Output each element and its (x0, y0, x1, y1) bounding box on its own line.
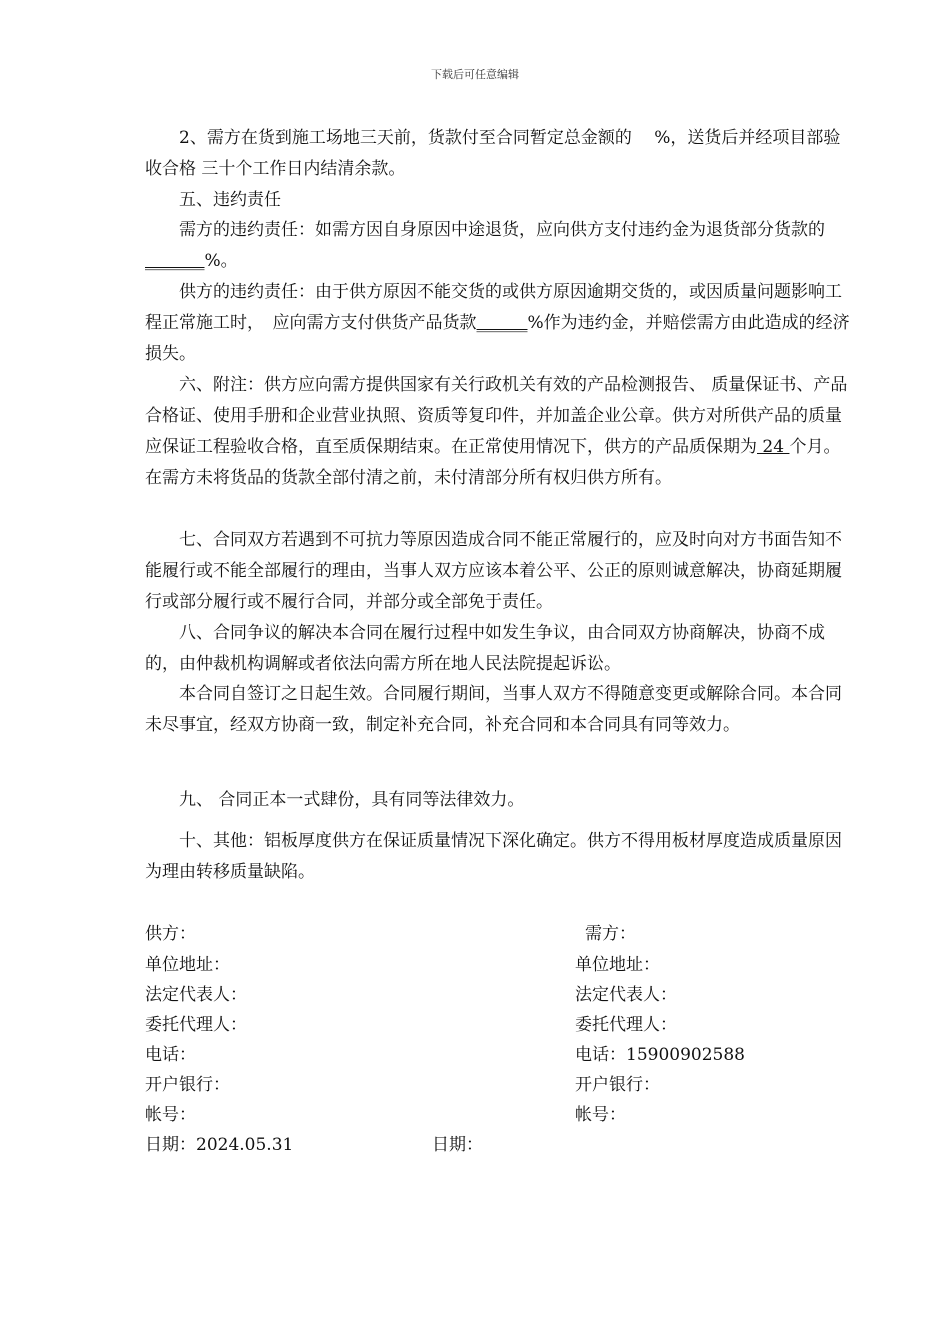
buyer-address: 单位地址： (575, 955, 660, 975)
other-clause: 十、其他：铝板厚度供方在保证质量情况下深化确定。供方不得用板材厚度造成质量原因为理由转移质量缺陷。 (145, 831, 842, 882)
payment-clause: 2、需方在货到施工场地三天前，货款付至合同暂定总金额的 %，送货后并经项目部验收合格 三十个工作日内结清余款。 (145, 128, 841, 179)
supplier-date: 日期：2024.05.31 (145, 1135, 294, 1155)
supplier-phone: 电话： (145, 1045, 196, 1065)
breach-heading: 五、违约责任 (145, 190, 281, 210)
buyer-bank: 开户银行： (575, 1075, 660, 1095)
buyer-agent: 委托代理人： (575, 1015, 677, 1035)
supplier-account: 帐号： (145, 1105, 196, 1125)
demand-breach-blank: _______ (145, 251, 205, 271)
buyer-phone: 电话：15900902588 (575, 1045, 745, 1065)
appendix-text: 六、附注：供方应向需方提供国家有关行政机关有效的产品检测报告、 质量保证书、产品合格证、使用手册和企业营业执照、资质等复印件，并加盖企业公章。供方对所供产品的质量应保证工程验收合格，直至质保期结束。在正常使用情况下，供方的产品质保期为 (145, 375, 848, 457)
buyer-party: 需方： (585, 924, 636, 944)
demand-breach-text: 需方的违约责任：如需方因自身原因中途退货，应向供方支付违约金为退货部分货款的 (145, 220, 825, 240)
supply-breach-blank: ______ (476, 313, 528, 333)
demand-breach-clause (145, 215, 855, 277)
buyer-account: 帐号： (575, 1105, 626, 1125)
force-majeure-clause: 七、合同双方若遇到不可抗力等原因造成合同不能正常履行的，应及时向对方书面告知不能履行或不能全部履行的理由，当事人双方应该本着公平、公正的原则诚意解决，协商延期履行或部分履行或不履行合同，并部分或全部免于责任。 (145, 530, 842, 612)
supply-breach-text: 供方的违约责任：由于供方原因不能交货的或供方原因逾期交货的，或因质量问题影响工程正常施工时， 应向需方支付供货产品货款 (145, 282, 842, 333)
buyer-legal-rep: 法定代表人： (575, 985, 677, 1005)
supplier-legal-rep: 法定代表人： (145, 985, 247, 1005)
supply-breach-suffix: %作为违约金，并赔偿需方由此造成的经济损失。 (145, 313, 850, 364)
appendix-clause (145, 370, 855, 494)
buyer-date: 日期： (432, 1135, 483, 1155)
supplier-party: 供方： (145, 924, 196, 944)
warranty-months: 24 (757, 437, 790, 457)
effective-clause: 本合同自签订之日起生效。合同履行期间，当事人双方不得随意变更或解除合同。本合同未尽事宜，经双方协商一致，制定补充合同，补充合同和本合同具有同等效力。 (145, 684, 842, 735)
copies-clause: 九、 合同正本一式肆份，具有同等法律效力。 (145, 790, 525, 810)
supply-breach-clause (145, 277, 855, 370)
appendix-suffix: 个月。在需方未将货品的货款全部付清之前，未付清部分所有权归供方所有。 (145, 437, 841, 488)
page-header-note: 下载后可任意编辑 (431, 68, 519, 81)
supplier-agent: 委托代理人： (145, 1015, 247, 1035)
dispute-clause: 八、合同争议的解决本合同在履行过程中如发生争议，由合同双方协商解决，协商不成的，由仲裁机构调解或者依法向需方所在地人民法院提起诉讼。 (145, 623, 825, 674)
supplier-bank: 开户银行： (145, 1075, 230, 1095)
supplier-address: 单位地址： (145, 955, 230, 975)
demand-breach-suffix: %。 (204, 251, 238, 271)
